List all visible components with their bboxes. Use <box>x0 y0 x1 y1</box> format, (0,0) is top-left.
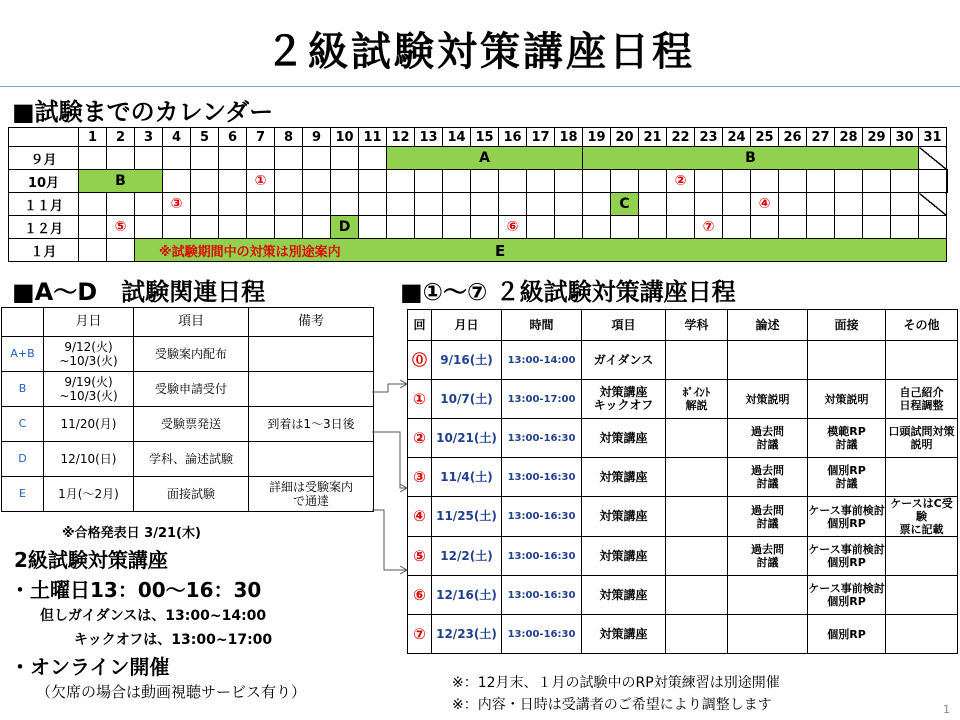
other-cell <box>886 537 958 576</box>
ronjutsu-line: 対策説明 <box>745 392 790 406</box>
session-time: 13:00-14:00 <box>502 341 582 380</box>
date-cell <box>44 407 134 442</box>
course-summary-line: ・土曜日13：00～16：30 <box>10 578 262 602</box>
header-cell <box>2 308 44 337</box>
day-label: 24 <box>723 128 751 147</box>
period-b: B <box>583 147 919 170</box>
session-date: 12/23(土) <box>432 615 502 654</box>
period-d: D <box>331 216 359 239</box>
ronjutsu-cell <box>728 341 808 380</box>
session-item <box>582 419 666 458</box>
date-line: 1月(～2月) <box>58 487 119 501</box>
table-header-row <box>408 310 958 341</box>
session-7-marker: ⑦ <box>695 216 723 239</box>
day-label: 21 <box>639 128 667 147</box>
note-line: 到着は1～3日後 <box>267 417 355 431</box>
day-label: 13 <box>415 128 443 147</box>
course-schedule-table <box>407 309 958 654</box>
header-cell: 項目 <box>582 310 666 341</box>
session-item <box>582 576 666 615</box>
month-label: ９月 <box>9 147 79 170</box>
mensetsu-cell <box>808 615 886 654</box>
day-label: 14 <box>443 128 471 147</box>
day-label: 9 <box>303 128 331 147</box>
mensetsu-line: 模範RP <box>827 425 866 438</box>
note-cell <box>249 477 374 512</box>
day-label: 5 <box>191 128 219 147</box>
other-line: 説明 <box>910 438 933 451</box>
course-summary-line: キックオフは、13:00~17:00 <box>74 632 273 648</box>
mensetsu-cell <box>808 576 886 615</box>
day-label: 2 <box>107 128 135 147</box>
mensetsu-line: ケース事前検討 <box>808 582 885 595</box>
day-label: 15 <box>471 128 499 147</box>
ronjutsu-cell <box>728 576 808 615</box>
header-cell: 項目 <box>134 308 249 337</box>
ronjutsu-cell <box>728 458 808 497</box>
date-cell <box>44 442 134 477</box>
item-line: 対策講座 <box>599 626 648 641</box>
mensetsu-line: 討議 <box>835 477 858 490</box>
other-line: ケースはC受験 <box>890 497 953 523</box>
month-label: 10月 <box>9 170 79 193</box>
course-summary-line: 但しガイダンスは、13:00~14:00 <box>40 608 267 624</box>
no-day-cell <box>919 193 947 216</box>
date-cell <box>44 372 134 407</box>
item-line: 対策講座 <box>599 469 648 484</box>
table-row <box>2 477 374 512</box>
table-row <box>2 337 374 372</box>
other-cell <box>886 341 958 380</box>
day-label: 17 <box>527 128 555 147</box>
period-e <box>135 239 947 262</box>
row-id: D <box>2 442 44 477</box>
day-label: 30 <box>891 128 919 147</box>
day-label: 4 <box>163 128 191 147</box>
date-line: 12/10(日) <box>60 452 117 466</box>
mensetsu-line: 個別RP <box>827 464 866 477</box>
date-line: 9/19(火) <box>64 375 113 389</box>
ronjutsu-line: 討議 <box>756 556 779 569</box>
note-cell <box>249 442 374 477</box>
course-summary-title: 2級試験対策講座 <box>14 548 168 572</box>
gakka-line: ﾎﾟｲﾝﾄ <box>682 386 711 399</box>
session-date: 11/25(土) <box>432 497 502 537</box>
ronjutsu-line: 討議 <box>756 516 779 530</box>
row-id: A+B <box>2 337 44 372</box>
session-item <box>582 341 666 380</box>
gakka-cell <box>666 576 728 615</box>
ronjutsu-line: 過去問 <box>751 425 784 438</box>
table-row <box>408 341 958 380</box>
day-label: 25 <box>751 128 779 147</box>
day-label: 10 <box>331 128 359 147</box>
day-label: 3 <box>135 128 163 147</box>
session-number: ④ <box>408 497 432 537</box>
table-row <box>408 380 958 419</box>
mensetsu-line: ケース事前検討 <box>808 503 885 517</box>
session-time: 13:00-16:30 <box>502 576 582 615</box>
session-time: 13:00-16:30 <box>502 615 582 654</box>
day-label: 7 <box>247 128 275 147</box>
note-cell <box>249 337 374 372</box>
item-line: 対策講座 <box>599 385 648 399</box>
header-cell: 面接 <box>808 310 886 341</box>
ronjutsu-line: 過去問 <box>751 464 784 477</box>
session-date: 12/16(土) <box>432 576 502 615</box>
other-line: 口頭試問対策 <box>888 425 955 438</box>
item-cell: 面接試験 <box>134 477 249 512</box>
header-cell: 回 <box>408 310 432 341</box>
note-cell <box>249 407 374 442</box>
session-4-marker: ④ <box>751 193 779 216</box>
table-row <box>408 615 958 654</box>
date-line: ~10/3(火) <box>59 354 118 368</box>
session-item <box>582 615 666 654</box>
table-row <box>408 458 958 497</box>
ronjutsu-cell <box>728 419 808 458</box>
session-6-marker: ⑥ <box>499 216 527 239</box>
gakka-cell <box>666 497 728 537</box>
header-cell: 月日 <box>44 308 134 337</box>
table-row <box>2 407 374 442</box>
gakka-cell <box>666 458 728 497</box>
session-time: 13:00-17:00 <box>502 380 582 419</box>
day-label: 19 <box>583 128 611 147</box>
connector-arrows <box>370 370 410 580</box>
mensetsu-cell <box>808 537 886 576</box>
ronjutsu-line: 討議 <box>756 438 779 451</box>
calendar-row-dec <box>9 216 948 239</box>
gakka-line: 解説 <box>685 399 708 412</box>
mensetsu-cell <box>808 341 886 380</box>
page-number: 1 <box>943 703 950 716</box>
session-date: 10/7(土) <box>432 380 502 419</box>
mensetsu-line: 個別RP <box>827 595 866 608</box>
mensetsu-cell <box>808 380 886 419</box>
session-number: ⑦ <box>408 615 432 654</box>
row-id: B <box>2 372 44 407</box>
ronjutsu-cell <box>728 615 808 654</box>
day-label: 27 <box>807 128 835 147</box>
period-a: A <box>387 147 583 170</box>
result-date: ※合格発表日 3/21(木) <box>62 526 201 541</box>
day-label: 18 <box>555 128 583 147</box>
table-row <box>408 497 958 537</box>
date-line: ~10/3(火) <box>59 389 118 403</box>
item-cell: 受験申請受付 <box>134 372 249 407</box>
other-line: 票に記載 <box>899 523 944 536</box>
day-label: 1 <box>79 128 107 147</box>
table-header-row <box>2 308 374 337</box>
gakka-cell <box>666 537 728 576</box>
gakka-cell <box>666 615 728 654</box>
session-item <box>582 537 666 576</box>
day-label: 12 <box>387 128 415 147</box>
header-cell: 学科 <box>666 310 728 341</box>
note-line: 詳細は受験案内 <box>268 480 353 494</box>
period-b: B <box>79 170 163 193</box>
ronjutsu-cell <box>728 380 808 419</box>
mensetsu-cell <box>808 419 886 458</box>
ronjutsu-line: 過去問 <box>751 503 784 517</box>
row-id: C <box>2 407 44 442</box>
day-label: 8 <box>275 128 303 147</box>
table-row <box>2 442 374 477</box>
day-label: 16 <box>499 128 527 147</box>
mensetsu-line: 討議 <box>835 438 858 451</box>
calendar-day-header <box>9 128 948 147</box>
gakka-cell <box>666 419 728 458</box>
date-line: 9/12(火) <box>64 340 113 354</box>
ronjutsu-line: 過去問 <box>751 543 784 556</box>
mensetsu-cell <box>808 497 886 537</box>
day-label: 20 <box>611 128 639 147</box>
session-number: ⓪ <box>408 341 432 380</box>
session-date: 12/2(土) <box>432 537 502 576</box>
header-cell: 月日 <box>432 310 502 341</box>
table-row <box>2 372 374 407</box>
ronjutsu-line: 討議 <box>756 477 779 490</box>
session-item <box>582 497 666 537</box>
table-row <box>408 576 958 615</box>
exam-period-note: ※試験期間中の対策は別途案内 <box>159 244 341 260</box>
arrow-line <box>372 432 406 488</box>
footnote: ※：内容・日時は受講者のご希望により調整します <box>452 697 772 713</box>
calendar-corner <box>9 128 79 147</box>
title-divider <box>0 86 960 87</box>
date-cell <box>44 337 134 372</box>
course-summary-line: ・オンライン開催 <box>10 655 170 679</box>
day-label: 23 <box>695 128 723 147</box>
session-item <box>582 458 666 497</box>
session-number: ③ <box>408 458 432 497</box>
header-cell: 時間 <box>502 310 582 341</box>
table-row <box>408 537 958 576</box>
calendar-row-oct <box>9 170 948 193</box>
session-number: ⑤ <box>408 537 432 576</box>
exam-calendar <box>8 127 948 262</box>
month-label: １２月 <box>9 216 79 239</box>
session-1-marker: ① <box>247 170 275 193</box>
header-cell: その他 <box>886 310 958 341</box>
session-date: 10/21(土) <box>432 419 502 458</box>
date-line: 11/20(月) <box>60 417 117 431</box>
session-number: ② <box>408 419 432 458</box>
ronjutsu-cell <box>728 497 808 537</box>
item-line: 対策講座 <box>599 587 648 602</box>
session-number: ⑥ <box>408 576 432 615</box>
header-cell: 備考 <box>249 308 374 337</box>
header-cell: 論述 <box>728 310 808 341</box>
exam-schedule-table <box>1 307 374 512</box>
session-item <box>582 380 666 419</box>
period-e-label: E <box>495 241 506 260</box>
other-line: 日程調整 <box>899 399 944 412</box>
item-cell: 学科、論述試験 <box>134 442 249 477</box>
other-cell <box>886 615 958 654</box>
day-label: 28 <box>835 128 863 147</box>
course-summary-line: （欠席の場合は動画視聴サービス有り） <box>36 683 307 701</box>
footnote: ※：12月末、１月の試験中のRP対策練習は別途開催 <box>452 675 780 691</box>
calendar-heading: ■試験までのカレンダー <box>12 98 274 126</box>
item-cell: 受験票発送 <box>134 407 249 442</box>
calendar-row-nov <box>9 193 948 216</box>
ad-heading: ■A～D 試験関連日程 <box>12 278 266 306</box>
calendar-row-sep <box>9 147 948 170</box>
mensetsu-line: 個別RP <box>827 516 866 530</box>
session-time: 13:00-16:30 <box>502 537 582 576</box>
session-3-marker: ③ <box>163 193 191 216</box>
no-day-cell <box>919 147 947 170</box>
table-row <box>408 419 958 458</box>
page-title: ２級試験対策講座日程 <box>265 29 695 75</box>
row-id: E <box>2 477 44 512</box>
day-label: 26 <box>779 128 807 147</box>
item-line: キックオフ <box>593 398 654 412</box>
note-cell <box>249 372 374 407</box>
month-label: １１月 <box>9 193 79 216</box>
day-label: 6 <box>219 128 247 147</box>
day-label: 31 <box>919 128 947 147</box>
other-line: 自己紹介 <box>899 386 944 399</box>
item-line: ガイダンス <box>593 352 654 367</box>
gakka-cell <box>666 341 728 380</box>
session-date: 9/16(土) <box>432 341 502 380</box>
month-label: １月 <box>9 239 79 262</box>
course-heading: ■①～⑦ ２級試験対策講座日程 <box>400 278 736 306</box>
day-label: 11 <box>359 128 387 147</box>
day-label: 22 <box>667 128 695 147</box>
item-line: 対策講座 <box>599 430 648 445</box>
item-line: 対策講座 <box>599 548 648 563</box>
other-cell <box>886 458 958 497</box>
calendar-row-jan <box>9 239 948 262</box>
mensetsu-line: 個別RP <box>827 627 866 641</box>
session-number: ① <box>408 380 432 419</box>
other-cell <box>886 497 958 537</box>
mensetsu-line: 対策説明 <box>824 392 869 406</box>
arrow-line <box>372 510 406 570</box>
period-c: C <box>611 193 639 216</box>
other-cell <box>886 576 958 615</box>
day-label: 29 <box>863 128 891 147</box>
note-line: で通達 <box>292 494 329 508</box>
session-date: 11/4(土) <box>432 458 502 497</box>
item-line: 対策講座 <box>599 509 648 523</box>
session-time: 13:00-16:30 <box>502 458 582 497</box>
item-cell: 受験案内配布 <box>134 337 249 372</box>
other-cell <box>886 380 958 419</box>
session-2-marker: ② <box>667 170 695 193</box>
gakka-cell <box>666 380 728 419</box>
session-time: 13:00-16:30 <box>502 419 582 458</box>
mensetsu-line: ケース事前検討 <box>808 543 885 556</box>
session-5-marker: ⑤ <box>107 216 135 239</box>
mensetsu-line: 個別RP <box>827 556 866 569</box>
ronjutsu-cell <box>728 537 808 576</box>
other-cell <box>886 419 958 458</box>
session-time: 13:00-16:30 <box>502 497 582 537</box>
date-cell <box>44 477 134 512</box>
mensetsu-cell <box>808 458 886 497</box>
